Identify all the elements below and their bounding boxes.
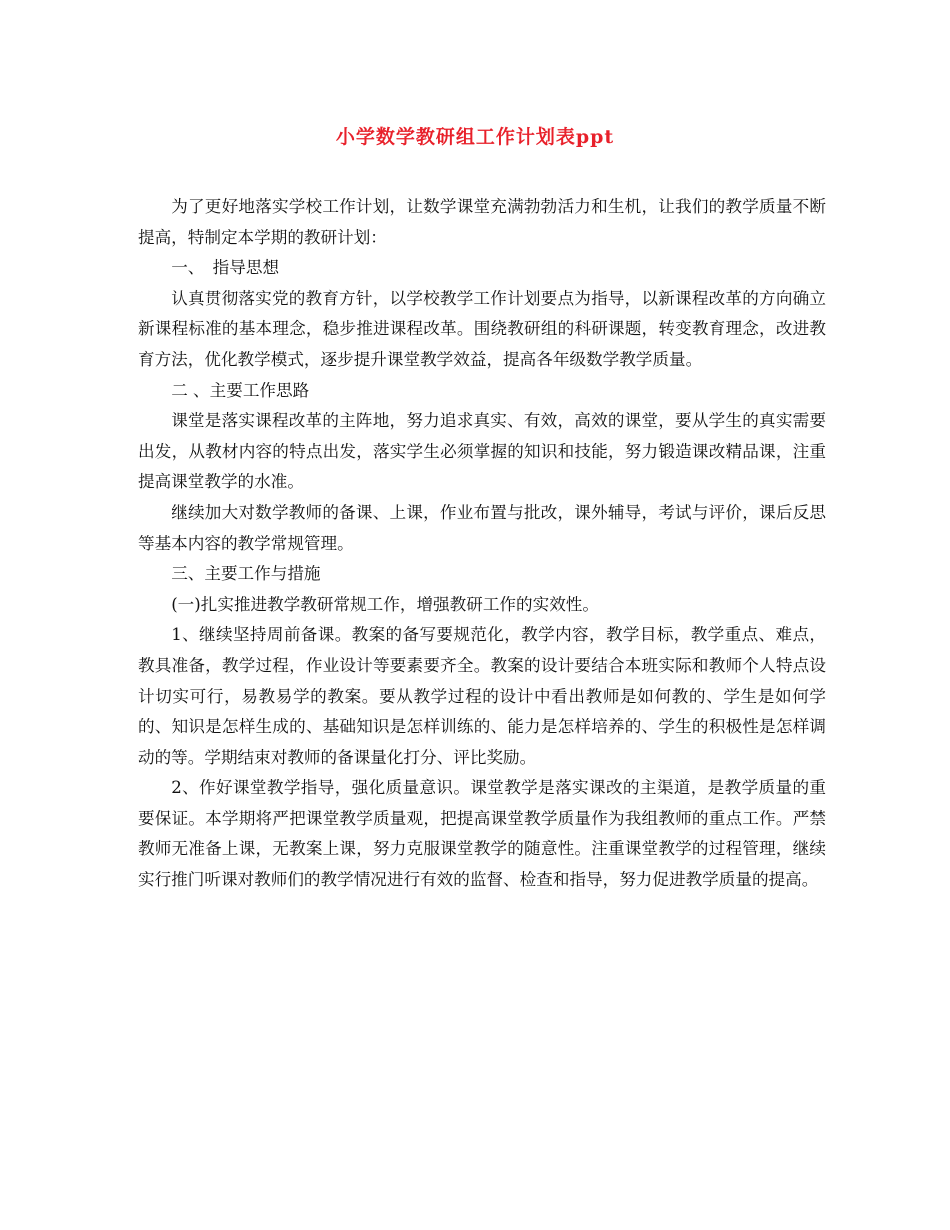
section-heading-work-ideas: 二 、主要工作思路 (171, 380, 310, 400)
paragraph-guiding-ideology: 认真贯彻落实党的教育方针，以学校教学工作计划要点为指导，以新课程改革的方向确立新课程标准的基本理念，稳步推进课程改革。围绕教研组的科研课题，转变教育理念，改进教育方法，优化教学模式，逐步提升课堂教学效益，提高各年级数学教学质量。 (138, 288, 826, 369)
section-heading-guiding-ideology: 一、 指导思想 (171, 258, 280, 278)
intro-paragraph: 为了更好地落实学校工作计划，让数学课堂充满勃勃活力和生机，让我们的教学质量不断提高，特制定本学期的教研计划： (138, 197, 826, 247)
paragraph-lesson-preparation: 1、继续坚持周前备课。教案的备写要规范化，教学内容，教学目标，教学重点、难点，教具准备，教学过程，作业设计等要素要齐全。教案的设计要结合本班实际和教师个人特点设计切实可行，易教易学的教案。要从教学过程的设计中看出教师是如何教的、学生是如何学的、知识是怎样生成的、基础知识是怎样训练的、能力是怎样培养的、学生的积极性是怎样调动的等。学期结束对教师的备课量化打分、评比奖励。 (138, 625, 826, 767)
document-body (138, 192, 826, 896)
subsection-heading-routine-work: (一)扎实推进教学教研常规工作，增强教研工作的实效性。 (171, 594, 599, 614)
section-heading-work-measures: 三、主要工作与措施 (171, 564, 321, 584)
paragraph-routine-management: 继续加大对数学教师的备课、上课，作业布置与批改，课外辅导，考试与评价，课后反思等基本内容的教学常规管理。 (138, 502, 826, 553)
paragraph-classroom: 课堂是落实课程改革的主阵地，努力追求真实、有效，高效的课堂，要从学生的真实需要出发，从教材内容的特点出发，落实学生必须掌握的知识和技能，努力锻造课改精品课，注重提高课堂教学的水准。 (138, 411, 826, 492)
paragraph-classroom-guidance: 2、作好课堂教学指导，强化质量意识。课堂教学是落实课改的主渠道，是教学质量的重要保证。本学期将严把课堂教学质量观，把提高课堂教学质量作为我组教师的重点工作。严禁教师无准备上课，无教案上课，努力克服课堂教学的随意性。注重课堂教学的过程管理，继续实行推门听课对教师们的教学情况进行有效的监督、检查和指导，努力促进教学质量的提高。 (138, 778, 826, 890)
document-title: 小学数学教研组工作计划表ppt (335, 126, 615, 148)
